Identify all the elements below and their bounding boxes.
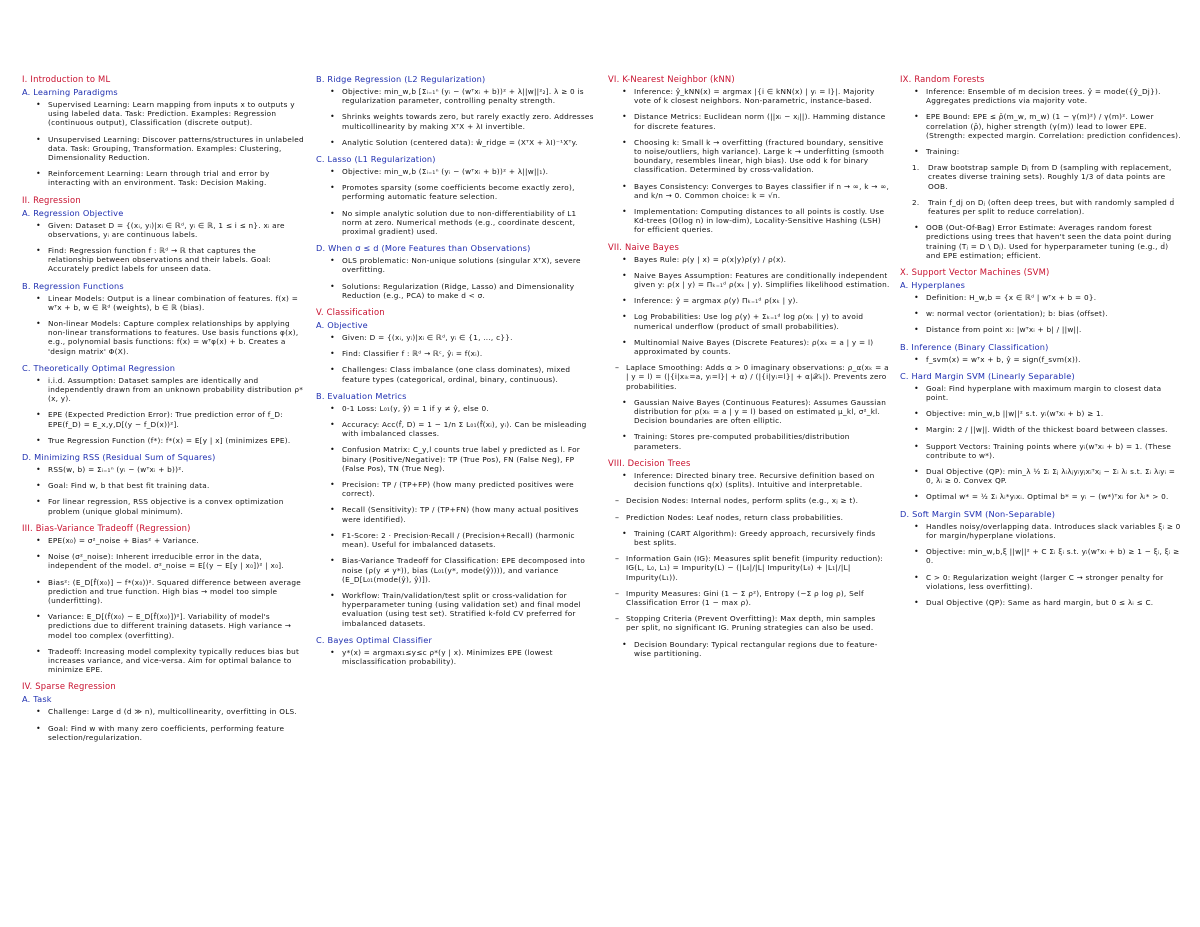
list-item: • Naive Bayes Assumption: Features are conditionally independent given y: ρ(x | y) = Πₖ₌₁ᵈ ρ(xₖ | y). Simplifies likelihood estimation. [634, 271, 890, 289]
list-item: • EPE Bound: EPE ≤ ρ̄(m_w, m_w) (1 − γ(m)²) / γ(m)². Lower correlation (ρ̄), higher strength (γ(m)) lead to lower EPE. (Strength: expected margin. Correlation: prediction confidences). [926, 112, 1182, 140]
bullet-list [316, 256, 598, 300]
list-item: • Distance Metrics: Euclidean norm (||xᵢ − xⱼ||). Hamming distance for discrete features. [634, 112, 890, 130]
bullet-list [900, 87, 1182, 156]
bullet-list [316, 333, 598, 384]
bullet-list [22, 376, 304, 445]
bullet-list [608, 471, 890, 489]
list-item: • F1-Score: 2 · Precision·Recall / (Precision+Recall) (harmonic mean). Useful for imbalanced datasets. [342, 531, 598, 549]
bullet-list [608, 529, 890, 547]
list-item: • Support Vectors: Training points where yᵢ(wᵀxᵢ + b) = 1. (These contribute to w*). [926, 442, 1182, 460]
list-item: • True Regression Function (f*): f*(x) = E[y | x] (minimizes EPE). [48, 436, 304, 445]
section-heading: IX. Random Forests [900, 74, 985, 84]
list-item: • Optimal w* = ½ Σᵢ λᵢ*yᵢxᵢ. Optimal b* = yᵢ − (w*)ᵀxᵢ for λᵢ* > 0. [926, 492, 1182, 501]
list-item: • Goal: Find hyperplane with maximum margin to closest data point. [926, 384, 1182, 402]
list-item: 2. Train f_dj on Dⱼ (often deep trees, but with randomly sampled ḋ features per split to reduce correlation). [912, 197, 1175, 217]
subsection-heading: B. Ridge Regression (L2 Regularization) [316, 74, 486, 84]
list-item: • Distance from point xᵢ: |wᵀxᵢ + b| / ||w||. [926, 325, 1182, 334]
list-item: • Inference: Directed binary tree. Recursive definition based on decision functions q(x) (splits). Intuitive and interpretable. [634, 471, 890, 489]
list-item: • Inference: ŷ = argmax ρ(y) Πₖ₌₁ᵈ ρ(xₖ | y). [634, 296, 890, 305]
list-item: • Implementation: Computing distances to all points is costly. Use Kd-trees (O(log n) in low-dim), Locality-Sensitive Hashing (LSH) for efficient queries. [634, 207, 890, 235]
section-heading: VII. Naive Bayes [608, 241, 680, 252]
subsection-heading: B. Regression Functions [22, 280, 124, 291]
list-item: • Bias-Variance Tradeoff for Classification: EPE decomposed into noise (ρ(y ≠ y*)), bias (L₀₁(y*, mode(ŷ)))), and variance (E_D[L₀₁(mode(ŷ), ŷ)]). [342, 556, 598, 584]
subsection-heading: D. Soft Margin SVM (Non-Separable) [900, 508, 1056, 519]
subsection-heading: C. Hard Margin SVM (Linearly Separable) [900, 370, 1075, 381]
section-heading: VI. K-Nearest Neighbor (kNN) [608, 74, 735, 84]
list-item: • w: normal vector (orientation); b: bias (offset). [926, 309, 1182, 318]
subsection-heading: C. Theoretically Optimal Regression [22, 362, 176, 373]
list-item-text: Draw bootstrap sample Dⱼ from D (sampling with replacement, creates diverse training sets). Roughly 1/3 of data points are OOB. [928, 163, 1172, 191]
bullet-list [22, 294, 304, 356]
column-2 [316, 74, 598, 673]
list-item: • Find: Regression function f : ℝᵈ → ℝ that captures the relationship between observations and their labels. Goal: Accurately predict labels for unseen data. [48, 246, 304, 274]
bullet-list [608, 255, 890, 357]
list-item: • Objective: min_w,b ||w||² s.t. yᵢ(wᵀxᵢ + b) ≥ 1. [926, 409, 1182, 418]
subsection-heading: A. Regression Objective [22, 207, 124, 218]
list-item: • Dual Objective (QP): min_λ ½ Σᵢ Σⱼ λᵢλⱼyᵢyⱼxᵢᵀxⱼ − Σᵢ λᵢ s.t. Σᵢ λᵢyᵢ = 0, λᵢ ≥ 0. Convex QP. [926, 467, 1182, 485]
section-heading: I. Introduction to ML [22, 74, 111, 84]
list-item: • Objective: min_w,b,ξ ||w||² + C Σᵢ ξᵢ s.t. yᵢ(wᵀxᵢ + b) ≥ 1 − ξᵢ, ξᵢ ≥ 0. [926, 547, 1182, 565]
bullet-list [608, 398, 890, 451]
bullet-list [900, 223, 1182, 260]
list-item: • y*(x) = argmax₁≤y≤c ρ*(y | x). Minimizes EPE (lowest misclassification probability). [342, 648, 598, 666]
subsection-heading: B. Evaluation Metrics [316, 390, 407, 401]
bullet-list [316, 87, 598, 147]
subsection-heading: A. Objective [316, 320, 368, 331]
bullet-list [608, 640, 890, 658]
list-item: • Non-linear Models: Capture complex relationships by applying non-linear transformations to features. Use basis functions φ(x), e.g., polynomial basis functions: f(x) = wᵀφ(x) + b. Creates a 'design matrix' Φ(X). [48, 319, 304, 356]
bullet-list [22, 465, 304, 516]
list-item: • Bias²: (E_D[f̂(x₀)] − f*(x₀))². Squared difference between average prediction and true function. High bias → model too simple (underfitting). [48, 578, 304, 606]
numbered-list [900, 163, 1182, 216]
section-heading: X. Support Vector Machines (SVM) [900, 267, 1050, 278]
bullet-list [22, 707, 304, 742]
bullet-list [22, 221, 304, 274]
list-item: • Decision Boundary: Typical rectangular regions due to feature-wise partitioning. [634, 640, 890, 658]
list-item: • Margin: 2 / ||w||. Width of the thickest board between classes. [926, 425, 1182, 434]
list-item: – Decision Nodes: Internal nodes, perform splits (e.g., xⱼ ≥ t). [626, 496, 890, 505]
column-3 [608, 74, 890, 665]
list-item: • OOB (Out-Of-Bag) Error Estimate: Averages random forest predictions using trees that haven't seen the data point during training (Tⱼ = D \ Dⱼ). Used for hyperparameter tuning (e.g., ḋ) and EPE estimation; efficient. [926, 223, 1182, 260]
list-item: – Prediction Nodes: Leaf nodes, return class probabilities. [626, 513, 890, 522]
bullet-list [900, 355, 1182, 364]
list-item: • Given: D = {(xᵢ, yᵢ)|xᵢ ∈ ℝᵈ, yᵢ ∈ {1, ..., c}}. [342, 333, 598, 342]
list-item: • Training: [926, 147, 1182, 156]
list-item: • No simple analytic solution due to non-differentiability of L1 norm at zero. Numerical methods (e.g., coordinate descent, proximal gradient) used. [342, 209, 598, 237]
bullet-list [900, 384, 1182, 502]
list-item: • Definition: H_w,b = {x ∈ ℝᵈ | wᵀx + b = 0}. [926, 293, 1182, 302]
section-heading: VIII. Decision Trees [608, 457, 691, 468]
list-item: • Inference: Ensemble of m decision trees. ŷ = mode({ŷ_Dj}). Aggregates predictions via majority vote. [926, 87, 1182, 105]
bullet-list [900, 293, 1182, 335]
list-item: • Solutions: Regularization (Ridge, Lasso) and Dimensionality Reduction (e.g., PCA) to make d < σ. [342, 282, 598, 300]
list-item: • Reinforcement Learning: Learn through trial and error by interacting with an environment. Task: Decision Making. [48, 169, 304, 187]
list-item: • Objective: min_w,b [Σᵢ₌₁ⁿ (yᵢ − (wᵀxᵢ + b))² + λ||w||²₂]. λ ≥ 0 is regularization parameter, controlling penalty strength. [342, 87, 598, 105]
list-item: • Analytic Solution (centered data): ŵ_ridge = (XᵀX + λI)⁻¹Xᵀy. [342, 138, 598, 147]
list-item: • C > 0: Regularization weight (larger C → stronger penalty for violations, less overfitting). [926, 573, 1182, 591]
list-item: • Challenge: Large d (d ≫ n), multicollinearity, overfitting in OLS. [48, 707, 304, 716]
list-item: • For linear regression, RSS objective is a convex optimization problem (unique global minimum). [48, 497, 304, 515]
list-item-text: Train f_dj on Dⱼ (often deep trees, but with randomly sampled ḋ features per split to reduce correlation). [928, 197, 1175, 217]
list-item: • Accuracy: Acc(f̂, D) = 1 − 1/n Σ L₀₁(f̂(xᵢ), yᵢ). Can be misleading with imbalanced classes. [342, 420, 598, 438]
list-item: – Stopping Criteria (Prevent Overfitting): Max depth, min samples per split, no significant IG. Pruning strategies can also be used. [626, 614, 890, 632]
list-item: • Find: Classifier f : ℝᵈ → ℝᶜ, ŷᵢ = f(xᵢ). [342, 349, 598, 358]
list-item: • Dual Objective (QP): Same as hard margin, but 0 ≤ λᵢ ≤ C. [926, 598, 1182, 607]
subsection-heading: A. Hyperplanes [900, 280, 966, 291]
list-item: • Tradeoff: Increasing model complexity typically reduces bias but increases variance, and vice-versa. Aim for optimal balance to minimize EPE. [48, 647, 304, 675]
list-item: – Information Gain (IG): Measures split benefit (impurity reduction): IG(L, L₀, L₁) = Impurity(L) − (|L₀|/|L| Impurity(L₀) + |L₁|/|L| Impurity(L₁)). [626, 554, 890, 582]
bullet-list [316, 167, 598, 236]
list-item: • Given: Dataset D = {(xᵢ, yᵢ)|xᵢ ∈ ℝᵈ, yᵢ ∈ ℝ, 1 ≤ i ≤ n}. xᵢ are observations, yᵢ are continuous labels. [48, 221, 304, 239]
sub-list [608, 554, 890, 632]
bullet-list [608, 87, 890, 235]
list-item: • i.i.d. Assumption: Dataset samples are identically and independently drawn from an unknown probability distribution ρ*(x, y). [48, 376, 304, 404]
list-item: • Variance: E_D[(f̂(x₀) − E_D[f̂(x₀)])²]. Variability of model's predictions due to different training datasets. High variance → model too complex (overfitting). [48, 612, 304, 640]
sub-list [608, 496, 890, 521]
list-item: • Unsupervised Learning: Discover patterns/structures in unlabeled data. Task: Grouping, Transformation. Examples: Clustering, Dimensionality Reduction. [48, 135, 304, 163]
list-item: • Inference: ŷ_kNN(x) = argmax |{i ∈ kNN(x) | yᵢ = l}|. Majority vote of k closest neighbors. Non-parametric, instance-based. [634, 87, 890, 105]
subsection-heading: D. Minimizing RSS (Residual Sum of Squares) [22, 452, 216, 463]
list-item: • Goal: Find w with many zero coefficients, performing feature selection/regularization. [48, 724, 304, 742]
list-item: • Recall (Sensitivity): TP / (TP+FN) (how many actual positives were identified). [342, 505, 598, 523]
list-item: • Noise (σ²_noise): Inherent irreducible error in the data, independent of the model. σ²_noise = E[(y − E[y | x₀])² | x₀]. [48, 552, 304, 570]
list-item: • Multinomial Naive Bayes (Discrete Features): ρ(xₖ = a | y = l) approximated by counts. [634, 338, 890, 356]
subsection-heading: A. Learning Paradigms [22, 87, 118, 97]
subsection-heading: B. Inference (Binary Classification) [900, 341, 1049, 352]
list-item: • Gaussian Naive Bayes (Continuous Features): Assumes Gaussian distribution for ρ(xₖ = a | y = l) based on estimated μ_kl, σ²_kl. Decision boundaries are often elliptic. [634, 398, 890, 426]
subsection-heading: C. Bayes Optimal Classifier [316, 634, 433, 645]
column-4 [900, 74, 1182, 614]
section-heading: V. Classification [316, 307, 385, 318]
list-item: • Challenges: Class imbalance (one class dominates), mixed feature types (categorical, ordinal, binary, continuous). [342, 365, 598, 383]
sub-list [608, 363, 890, 391]
list-item: – Laplace Smoothing: Adds α > 0 imaginary observations: ρ_α(xₖ = a | y = l) = (|{i|xᵢₖ=a, yᵢ=l}| + α) / (|{i|yᵢ=l}| + α|𝒳ₖ|). Prevents zero probabilities. [626, 363, 890, 391]
list-item: – Impurity Measures: Gini (1 − Σ ρ²), Entropy (−Σ ρ log ρ), Self Classification Error (1 − max ρ). [626, 589, 890, 607]
list-item: • Training: Stores pre-computed probabilities/distribution parameters. [634, 432, 890, 450]
list-item: • Log Probabilities: Use log ρ(y) + Σₖ₌₁ᵈ log ρ(xₖ | y) to avoid numerical underflow (product of small probabilities). [634, 312, 890, 330]
list-item: • Objective: min_w,b (Σᵢ₌₁ⁿ (yᵢ − (wᵀxᵢ + b))² + λ||w||₁). [342, 167, 598, 176]
list-item: • Training (CART Algorithm): Greedy approach, recursively finds best splits. [634, 529, 890, 547]
list-item: • Confusion Matrix: C_y,l counts true label y predicted as l. For binary (Positive/Negative): TP (True Pos), FN (False Neg), FP (False Pos), TN (True Neg). [342, 445, 598, 473]
bullet-list [22, 100, 304, 188]
list-item: • f_svm(x) = wᵀx + b, ŷ = sign(f_svm(x)). [926, 355, 1182, 364]
list-item: • Choosing k: Small k → overfitting (fractured boundary, sensitive to noise/outliers, high variance). Large k → underfitting (smooth boundary, resembles linear, high bias). Use odd k for binary classification. Determined by cross-validation. [634, 138, 890, 175]
bullet-list [316, 648, 598, 666]
subsection-heading: D. When σ ≤ d (More Features than Observations) [316, 243, 531, 254]
list-item: • Precision: TP / (TP+FP) (how many predicted positives were correct). [342, 480, 598, 498]
list-item: • Goal: Find w, b that best fit training data. [48, 481, 304, 490]
list-item: 1. Draw bootstrap sample Dⱼ from D (sampling with replacement, creates diverse training sets). Roughly 1/3 of data points are OOB. [912, 163, 1172, 191]
section-heading: II. Regression [22, 194, 81, 205]
list-item: • Workflow: Train/validation/test split or cross-validation for hyperparameter tuning (using validation set) and final model evaluation (using test set). Stratified k-fold CV preferred for imbalanced datasets. [342, 591, 598, 628]
list-item: • Shrinks weights towards zero, but rarely exactly zero. Addresses multicollinearity by making XᵀX + λI invertible. [342, 112, 598, 130]
bullet-list [900, 522, 1182, 607]
list-item: • Linear Models: Output is a linear combination of features. f(x) = wᵀx + b, w ∈ ℝᵈ (weights), b ∈ ℝ (bias). [48, 294, 304, 312]
list-item: • EPE (Expected Prediction Error): True prediction error of f_D: EPE(f_D) = E_x,y,D[(y − f_D(x))²]. [48, 410, 304, 428]
list-item: • EPE(x₀) = σ²_noise + Bias² + Variance. [48, 536, 304, 545]
section-heading: IV. Sparse Regression [22, 681, 116, 692]
list-item: • Supervised Learning: Learn mapping from inputs x to outputs y using labeled data. Task: Prediction. Examples: Regression (continuous output), Classification (discrete output). [48, 100, 304, 128]
list-item: • OLS problematic: Non-unique solutions (singular XᵀX), severe overfitting. [342, 256, 598, 274]
subsection-heading: C. Lasso (L1 Regularization) [316, 154, 436, 165]
bullet-list [22, 536, 304, 674]
list-item: • RSS(w, b) = Σᵢ₌₁ⁿ (yᵢ − (wᵀxᵢ + b))². [48, 465, 304, 474]
section-heading: III. Bias-Variance Tradeoff (Regression) [22, 522, 191, 533]
list-item: • Bayes Consistency: Converges to Bayes classifier if n → ∞, k → ∞, and k/n → 0. Common choice: k = √n. [634, 182, 890, 200]
list-item: • Bayes Rule: ρ(y | x) = ρ(x|y)ρ(y) / ρ(x). [634, 255, 890, 264]
list-item: • Handles noisy/overlapping data. Introduces slack variables ξᵢ ≥ 0 for margin/hyperplane violations. [926, 522, 1182, 540]
list-item: • 0-1 Loss: L₀₁(y, ŷ) = 1 if y ≠ ŷ, else 0. [342, 404, 598, 413]
list-item: • Promotes sparsity (some coefficients become exactly zero), performing automatic feature selection. [342, 183, 598, 201]
bullet-list [316, 404, 598, 628]
subsection-heading: A. Task [22, 694, 52, 705]
column-1 [22, 74, 304, 749]
